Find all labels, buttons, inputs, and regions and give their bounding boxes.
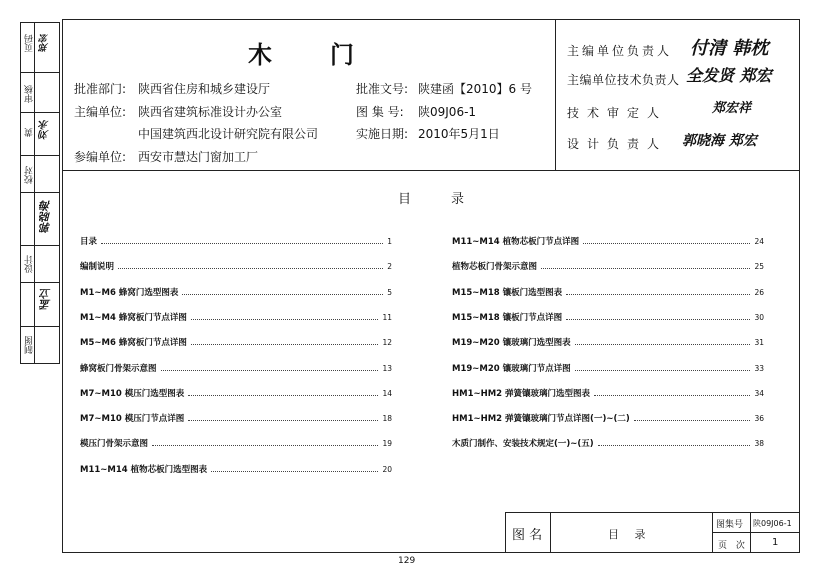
toc-entry-page: 14 [382,388,392,398]
toc-entry-title: HM1~HM2 弹簧镶玻璃门选型图表 [452,388,591,399]
toc-entry-title: 木质门制作、安装技术规定(一)~(五) [452,439,594,450]
toc-entry-page: 2 [387,262,392,272]
titleblock-atlas-no: 陕09J06-1 [753,519,792,528]
side-label-yellow: 黄 [25,128,35,137]
toc-entry-page: 18 [382,414,392,424]
toc-entry[interactable] [80,412,392,424]
resp-sign-4: 郭晓海 郑宏 [682,133,757,149]
toc-entry[interactable] [80,336,392,348]
toc-entry[interactable] [80,260,392,272]
toc-entry[interactable] [452,286,764,298]
toc-entry-title: 植物芯板门骨架示意图 [452,262,538,273]
toc-entry-page: 36 [754,414,764,424]
toc-entry-page: 30 [754,312,764,322]
atlas-no-label: 图 集 号: [356,105,404,119]
toc-leader-dots [161,364,379,371]
toc-entry-page: 33 [754,363,764,373]
toc-leader-dots [191,313,379,320]
toc-leader-dots [118,262,383,269]
side-sign-4: 孟立 [39,288,52,310]
toc-leader-dots [575,364,751,371]
toc-entry-page: 19 [382,439,392,449]
toc-entry-title: M5~M6 蜂窝板门节点详图 [80,338,187,349]
toc-entry-page: 20 [382,464,392,474]
chief-unit-2: 中国建筑西北设计研究院有限公司 [138,127,319,141]
titleblock-page-label: 页 次 [718,541,748,551]
toc-entry[interactable] [80,437,392,449]
toc-entry-page: 24 [754,237,764,246]
toc-leader-dots [101,237,383,244]
approval-dept: 陕西省住房和城乡建设厅 [138,82,271,96]
toc-entry[interactable] [80,311,392,323]
resp-role-2: 主编单位技术负责人 [567,73,680,87]
toc-leader-dots [211,465,378,472]
toc-entry-page: 25 [754,262,764,272]
side-label-page: 页码 [25,34,35,52]
resp-role-1: 主编单位负责人 [567,44,673,58]
toc-entry-title: HM1~HM2 弹簧镶玻璃门节点详图(一)~(二) [452,414,630,425]
toc-entry-title: M19~M20 镶玻璃门节点详图 [452,363,571,374]
side-label-design: 设计 [25,255,35,273]
toc-entry[interactable] [452,387,764,399]
impl-date-label: 实施日期: [356,127,409,141]
toc-entry-title: 模压门骨架示意图 [80,439,149,450]
toc-entry-page: 5 [387,287,392,297]
resp-sign-3: 郑宏祥 [712,101,752,116]
approval-no: 陕建函【2010】6 号 [418,82,532,96]
approval-no-label: 批准文号: [356,82,409,96]
toc-entry-title: M15~M18 镶板门选型图表 [452,287,563,298]
toc-leader-dots [575,338,751,345]
side-label-draw: 制图 [25,336,35,354]
resp-role-4: 设计负责人 [567,137,668,151]
side-panel [20,22,60,364]
toc-leader-dots [566,313,750,320]
page-title: 木门 [248,41,412,69]
side-sign-3: 郭晓海 [39,200,52,233]
toc-leader-dots [583,237,750,244]
toc-entry-title: 蜂窝板门骨架示意图 [80,363,157,374]
approval-dept-label: 批准部门: [74,82,127,96]
toc-title: 目录 [398,192,505,207]
atlas-no: 陕09J06-1 [418,105,477,119]
resp-sign-2: 全发贤 郑宏 [686,66,772,85]
toc-entry-title: M7~M10 模压门选型图表 [80,388,185,399]
toc-entry[interactable] [80,286,392,298]
toc-leader-dots [188,414,378,421]
titleblock-name-label: 图 名 [512,528,543,543]
toc-entry[interactable] [452,362,764,374]
toc-entry-title: 编制说明 [80,262,115,273]
toc-leader-dots [182,288,383,295]
toc-entry[interactable] [452,260,764,272]
toc-entry[interactable] [80,362,392,374]
toc-leader-dots [541,262,750,269]
side-label-proof: 校对 [25,166,35,184]
toc-leader-dots [191,338,379,345]
toc-entry-title: M15~M18 镶板门节点详图 [452,312,563,323]
toc-entry[interactable] [452,437,764,449]
toc-entry[interactable] [452,235,764,247]
resp-sign-1: 付清 韩枕 [690,38,769,59]
titleblock-name: 目 录 [608,528,652,541]
toc-entry-page: 1 [387,237,392,246]
chief-unit-1: 陕西省建筑标准设计办公室 [138,105,283,119]
toc-entry[interactable] [80,235,392,247]
toc-entry-page: 34 [754,388,764,398]
titleblock-atlas-label: 图集号 [716,520,744,530]
toc-entry[interactable] [452,412,764,424]
toc-leader-dots [152,439,378,446]
toc-entry-title: 目录 [80,237,98,247]
chief-unit-label: 主编单位: [74,105,127,119]
titleblock-page: 1 [772,537,779,548]
toc-entry-page: 26 [754,287,764,297]
toc-entry[interactable] [452,311,764,323]
participant: 西安市慧达门窗加工厂 [138,150,259,164]
side-label-review: 审核 [25,85,35,103]
toc-entry-page: 38 [754,439,764,449]
toc-leader-dots [634,414,751,421]
toc-leader-dots [188,389,378,396]
participant-label: 参编单位: [74,150,127,164]
footer-page-number: 129 [398,556,416,566]
toc-entry-title: M11~M14 植物芯板门选型图表 [80,464,208,475]
side-sign-1: 郑宏 [40,34,50,52]
toc-leader-dots [594,389,750,396]
toc-entry-page: 11 [382,312,392,322]
toc-entry[interactable] [452,336,764,348]
toc-entry[interactable] [80,463,392,475]
toc-leader-dots [598,439,751,446]
toc-entry-title: M19~M20 镶玻璃门选型图表 [452,338,571,349]
side-sign-2: 刘永 [40,120,51,140]
toc-entry[interactable] [80,387,392,399]
toc-entry-title: M1~M6 蜂窝门选型图表 [80,287,179,298]
toc-entry-page: 13 [382,363,392,373]
toc-entry-title: M1~M4 蜂窝板门节点详图 [80,312,187,323]
toc-entry-title: M11~M14 植物芯板门节点详图 [452,237,580,247]
toc-entry-title: M7~M10 模压门节点详图 [80,414,185,425]
toc-entry-page: 12 [382,338,392,348]
toc-entry-page: 31 [754,338,764,348]
impl-date: 2010年5月1日 [418,127,500,141]
toc-leader-dots [566,288,750,295]
resp-role-3: 技术审定人 [567,106,668,120]
